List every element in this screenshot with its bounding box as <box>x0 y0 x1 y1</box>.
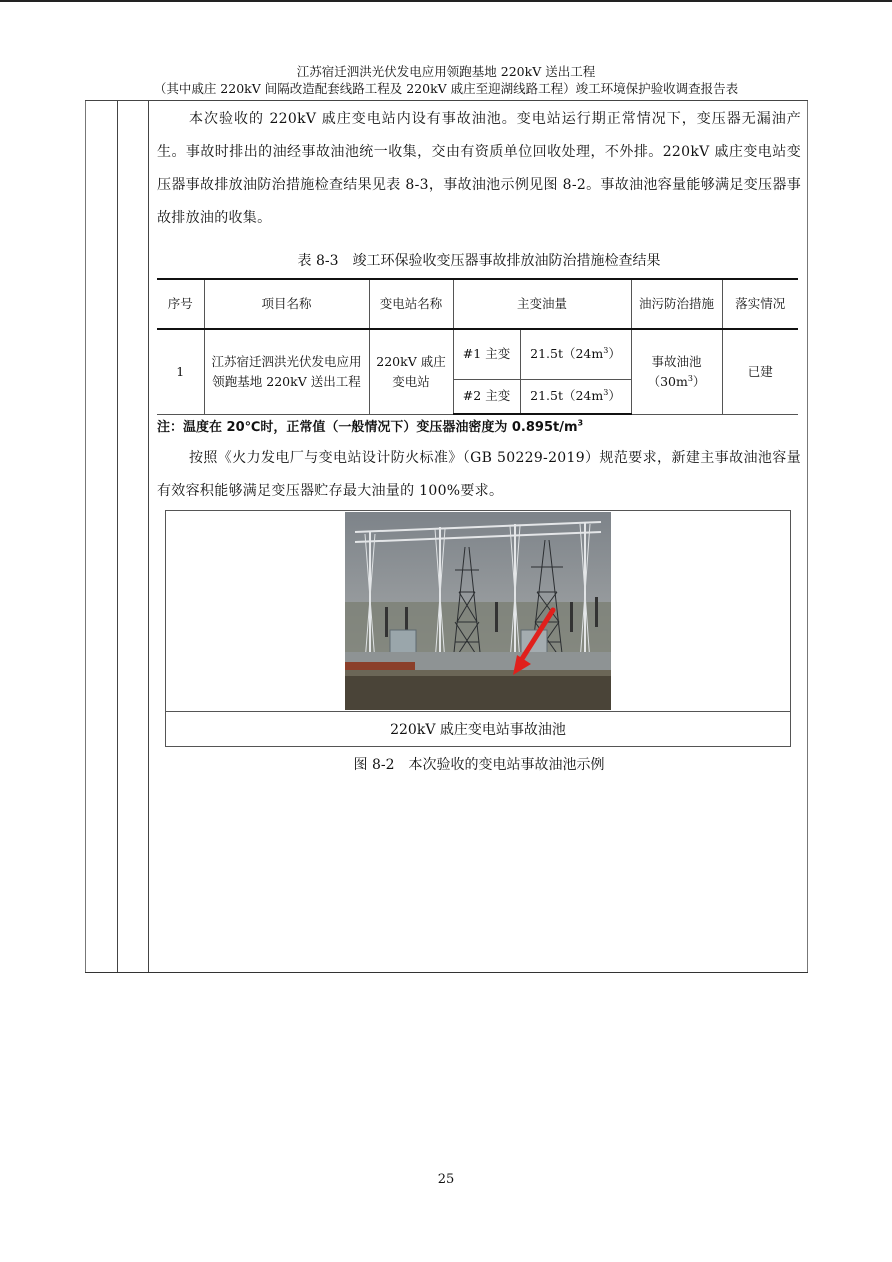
report-header-line2: （其中戚庄 220kV 间隔改造配套线路工程及 220kV 戚庄至迎湖线路工程）竣工环境保护验收调查报告表 <box>153 81 739 96</box>
cell-transformer-1: #1 主变 <box>453 329 520 379</box>
figure-separator <box>165 711 791 712</box>
cell-station: 220kV 戚庄变电站 <box>369 329 453 414</box>
cell-project: 江苏宿迁泗洪光伏发电应用领跑基地 220kV 送出工程 <box>204 329 369 414</box>
cell-transformer-1-oil: $21.5t(24m^3)$ <box>520 329 631 379</box>
cell-transformer-2: #2 主变 <box>453 379 520 414</box>
photo-caption: 220kV 戚庄变电站事故油池 <box>390 722 566 738</box>
cell-seq: 1 <box>157 329 204 414</box>
header-oil: 主变油量 <box>453 279 631 329</box>
frame-bottom-rule <box>85 972 808 973</box>
header-measure: 油污防治措施 <box>631 279 722 329</box>
table-row <box>157 329 798 379</box>
table-header-row <box>157 279 798 329</box>
cell-status: 已建 <box>722 329 798 414</box>
header-status: 落实情况 <box>722 279 798 329</box>
page-number: 25 <box>437 1172 455 1187</box>
top-rule <box>0 0 892 2</box>
body-paragraph-1: 本次验收的 220kV 戚庄变电站内设有事故油池。变电站运行期正常情况下，变压器无漏油产生。事故时排出的油经事故油池统一收集，交由有资质单位回收处理，不外排。220kV 戚庄变电站变压器事故排放油防治措施检查结果见表 8-3，事故油池示例见图 8-2。事故油池容量能够满足变压器事故排放油的收集。 <box>157 111 801 226</box>
substation-illustration <box>345 512 611 710</box>
header-station: 变电站名称 <box>369 279 453 329</box>
frame-column-line <box>148 101 149 973</box>
table-title: 表 8-3 竣工环保验收变压器事故排放油防治措施检查结果 <box>297 253 661 269</box>
oil-measures-table <box>157 278 798 415</box>
body-paragraph-2: 按照《火力发电厂与变电站设计防火标准》（GB 50229-2019）规范要求，新建主事故油池容量有效容积能够满足变压器贮存最大油量的 100%要求。 <box>157 450 801 499</box>
header-seq: 序号 <box>157 279 204 329</box>
cell-transformer-2-oil: $21.5t(24m^3)$ <box>520 379 631 414</box>
report-header-line1: 江苏宿迁泗洪光伏发电应用领跑基地 220kV 送出工程 <box>296 64 596 79</box>
table-note: 注：温度在 20℃时，正常值（一般情况下）变压器油密度为 $0.895t/m^3$ <box>157 418 584 435</box>
header-project: 项目名称 <box>204 279 369 329</box>
figure-caption: 图 8-2 本次验收的变电站事故油池示例 <box>353 757 605 773</box>
substation-photo <box>345 512 611 710</box>
cell-measure: 事故油池 $(30m^3)$ <box>631 329 722 414</box>
frame-column-line <box>117 101 118 973</box>
